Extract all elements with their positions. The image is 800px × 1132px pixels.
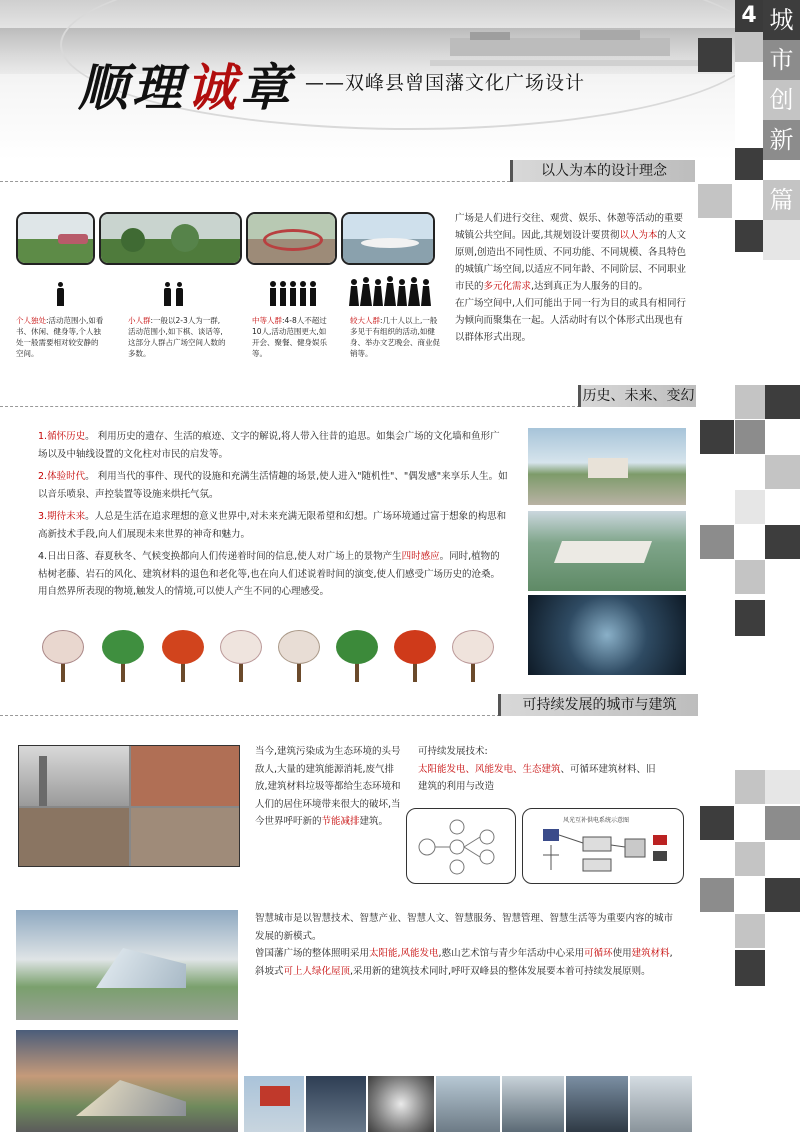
person-silhouette-icon: [162, 282, 172, 306]
side-tab-2: 市: [763, 40, 800, 80]
side-tab-5: 篇: [763, 180, 800, 220]
group-silhouette-icon: [268, 280, 324, 308]
group-text: :几十人以上,一般多见于有组织的活动,如健身、举办文艺晚会、商业促销等。: [350, 316, 440, 358]
section-rule: [0, 715, 500, 716]
deco-square: [698, 184, 732, 218]
plaza-night-photo: [528, 595, 686, 675]
plaza-rendering-photo-1: [528, 428, 686, 505]
para-highlight: 节能减排: [321, 816, 360, 827]
section3-heading: 可持续发展的城市与建筑: [498, 694, 698, 716]
para-highlight: 建筑材料: [631, 948, 670, 959]
item-label: 2.体验时代: [38, 471, 86, 482]
section1-paragraph: [455, 210, 690, 346]
thumb-large-group: [341, 212, 435, 265]
title-red: 诚: [186, 58, 240, 117]
deco-square: [735, 950, 765, 986]
deco-square: [763, 220, 800, 260]
para-text: 广场是人们进行交往、观赏、娱乐、休憩等活动的重要城镇公共空间。因此,其规划设计要贯彻: [455, 213, 684, 241]
section-rule: [0, 406, 580, 407]
item-label: 3.期待未来: [38, 511, 86, 522]
section2-heading: 历史、未来、变幻: [578, 385, 696, 407]
para-text: ,达到真正为人服务的目的。: [531, 281, 649, 292]
section-rule: [0, 181, 510, 182]
page-subtitle: ——双峰县曾国藩文化广场设计: [305, 72, 586, 94]
wind-solar-diagram: [522, 808, 684, 884]
deco-square: [700, 525, 734, 559]
plaza-rendering-photo-2: [528, 511, 686, 591]
side-tab-4: 新: [763, 120, 800, 160]
group-text: :活动范围小,如看书、休闲、健身等,个人独处一般需要相对较安静的空间。: [16, 316, 104, 358]
thumb-individual: [16, 212, 95, 265]
youth-center-rendering: [16, 1030, 238, 1132]
deco-square: [735, 220, 763, 252]
para-text: ,憨山艺术馆与青少年活动中心采用: [438, 948, 585, 959]
canopy-photo: [630, 1076, 692, 1132]
tech-text: 、可循环建筑材料、旧建筑的利用与改造: [418, 763, 656, 792]
group-caption-1: [16, 315, 104, 359]
group-label: 较大人群: [350, 316, 380, 325]
solar-billboard-photo: [244, 1076, 304, 1132]
group-label: 个人独处: [16, 316, 46, 325]
deco-square: [735, 490, 765, 524]
deco-square: [735, 770, 765, 804]
item-text: 。同时,植物的枯树老藤、岩石的风化、建筑材料的退色和老化等,也在向人们述说着时间的演变,使人们感受广场历史的沧桑。用自然界所表现的物境,触发人的情境,可以使人产生不同的心理感受。: [38, 551, 501, 597]
header-banner: [0, 0, 735, 160]
para-text: 当今,建筑污染成为生态环境的头号敌人,大量的建筑能源消耗,废气排放,建筑材料垃圾等都给生态环境和人们的居住环境带来很大的破坏,当今世界呼吁新的: [255, 746, 401, 827]
group-text: :4-8人不超过10人,活动范围更大,如开会、聚餐、健身娱乐等。: [252, 316, 327, 358]
side-tab-1: 城: [763, 0, 800, 40]
item-text: 。人总是生活在追求理想的意义世界中,对未来充满无限希望和幻想。广场环境通过富于想象的构思和高新技术手段,向人们展现未来世界的神奇和魅力。: [38, 511, 507, 540]
thumb-medium-group: [246, 212, 337, 265]
pollution-photo-collage: [18, 745, 240, 867]
deco-square: [735, 385, 765, 419]
art-museum-rendering: [16, 910, 238, 1020]
history-item-4: [38, 548, 508, 601]
para-highlight: 可循环: [584, 948, 613, 959]
item-highlight: 四时感应: [401, 551, 440, 562]
para-text: 的人文原则,创造出不同性质、不同功能、不同规模、各具特色的城镇广场空间,以适应不同年龄、不同阶层、不同职业市民的: [455, 230, 687, 292]
deco-square: [765, 385, 800, 419]
para-text: 曾国藩广场的整体照明采用: [255, 948, 370, 959]
crowd-silhouette-icon: [348, 276, 438, 308]
para-highlight: 太阳能,风能发电: [369, 948, 439, 959]
deco-square: [700, 878, 734, 912]
item-text: 。 利用历史的遗存、生活的痕迹、文字的解说,将人带入往昔的追思。如集会广场的文化墙和鱼形广场以及中轴线设置的文化柱对市民的启发等。: [38, 431, 500, 460]
deco-square: [765, 806, 800, 840]
section1-heading: 以人为本的设计理念: [510, 160, 695, 182]
deco-square: [735, 560, 765, 594]
green-roof-photo: [436, 1076, 500, 1132]
deco-square: [700, 420, 734, 454]
smart-city-text: 智慧城市是以智慧技术、智慧产业、智慧人文、智慧服务、智慧管理、智慧生活等为重要内容的城市发展的新模式。: [255, 913, 674, 942]
item-text: 4.日出日落、春夏秋冬、气候变换都向人们传递着时间的信息,使人对广场上的景物产生: [38, 551, 402, 562]
energy-flow-diagram: [406, 808, 516, 884]
diagram-caption: 风光互补供电系统示意图: [563, 817, 630, 824]
para-highlight: 以人为本: [619, 230, 658, 241]
deco-square: [735, 32, 763, 62]
wind-turbine-photo: [502, 1076, 564, 1132]
para-text: 使用: [612, 948, 632, 959]
para-text: ,斜坡式: [255, 948, 673, 977]
tech-highlight: 太阳能发电、风能发电、生态建筑: [418, 763, 561, 775]
tree-summer-icon: [334, 628, 380, 684]
pollution-paragraph: [255, 743, 405, 831]
history-item-3: [38, 508, 508, 543]
group-label: 小人群: [128, 316, 151, 325]
page-title: [78, 48, 294, 120]
section1-paragraph-2: 在广场空间中,人们可能出于同一行为目的或具有相同行为倾向而聚集在一起。人活动时有以个体形式出现也有以群体形式出现。: [455, 298, 687, 343]
deco-square: [698, 38, 732, 72]
deco-square: [765, 770, 800, 804]
tree-bare-icon: [276, 628, 322, 684]
person-silhouette-icon: [174, 282, 184, 306]
title-end: 章: [240, 58, 294, 117]
title-main: 顺理: [78, 58, 186, 117]
deco-square: [735, 842, 765, 876]
tech-list: [418, 743, 658, 796]
group-caption-3: [252, 315, 332, 359]
para-text: ,采用新的建筑技术同时,呼吁双峰县的整体发展要本着可持续发展原则。: [350, 965, 651, 977]
deco-square: [735, 148, 763, 180]
history-item-2: [38, 468, 508, 503]
tree-autumn-icon: [160, 628, 206, 684]
para-text: 建筑。: [359, 816, 389, 827]
tree-spring-icon: [100, 628, 146, 684]
group-caption-2: [128, 315, 226, 359]
para-highlight: 多元化需求: [483, 281, 532, 292]
history-item-1: [38, 428, 508, 463]
side-tab-3: 创: [763, 80, 800, 120]
deco-square: [735, 914, 765, 948]
group-caption-4: [350, 315, 440, 359]
tech-title: 可持续发展技术:: [418, 746, 488, 757]
group-text: :一般以2-3人为一群,活动范围小,如下棋、谈话等,这部分人群占广场空间人数的多数。: [128, 316, 226, 358]
smart-city-paragraph: [255, 910, 675, 980]
deco-square: [765, 455, 800, 489]
group-label: 中等人群: [252, 316, 282, 325]
chapter-number: 4: [735, 0, 763, 32]
para-highlight: 可上人绿化屋顶: [283, 965, 351, 977]
deco-square: [765, 878, 800, 912]
deco-square: [765, 525, 800, 559]
person-silhouette-icon: [55, 282, 65, 306]
wind-solar-graphic: [523, 825, 683, 883]
section2-text: [38, 428, 508, 601]
lighting-paragraph: [255, 945, 675, 980]
tree-autumn-icon: [392, 628, 438, 684]
solar-streetlight-photo: [306, 1076, 366, 1132]
tree-winter-icon: [450, 628, 496, 684]
thumb-small-group: [99, 212, 242, 265]
tree-winter-icon: [40, 628, 86, 684]
deco-square: [735, 600, 765, 636]
item-label: 1.循怀历史: [38, 431, 86, 442]
tree-winter-icon: [218, 628, 264, 684]
item-text: 。 利用当代的事件、现代的设施和充满生活情趣的场景,使人进入"随机性"、"偶发感"来享乐人生。如以音乐喷泉、声控装置等设施来烘托气氛。: [38, 471, 508, 500]
deco-square: [735, 420, 765, 454]
led-lamp-photo: [368, 1076, 434, 1132]
glass-facade-photo: [566, 1076, 628, 1132]
deco-square: [700, 806, 734, 840]
energy-flow-graphic: [407, 809, 515, 883]
